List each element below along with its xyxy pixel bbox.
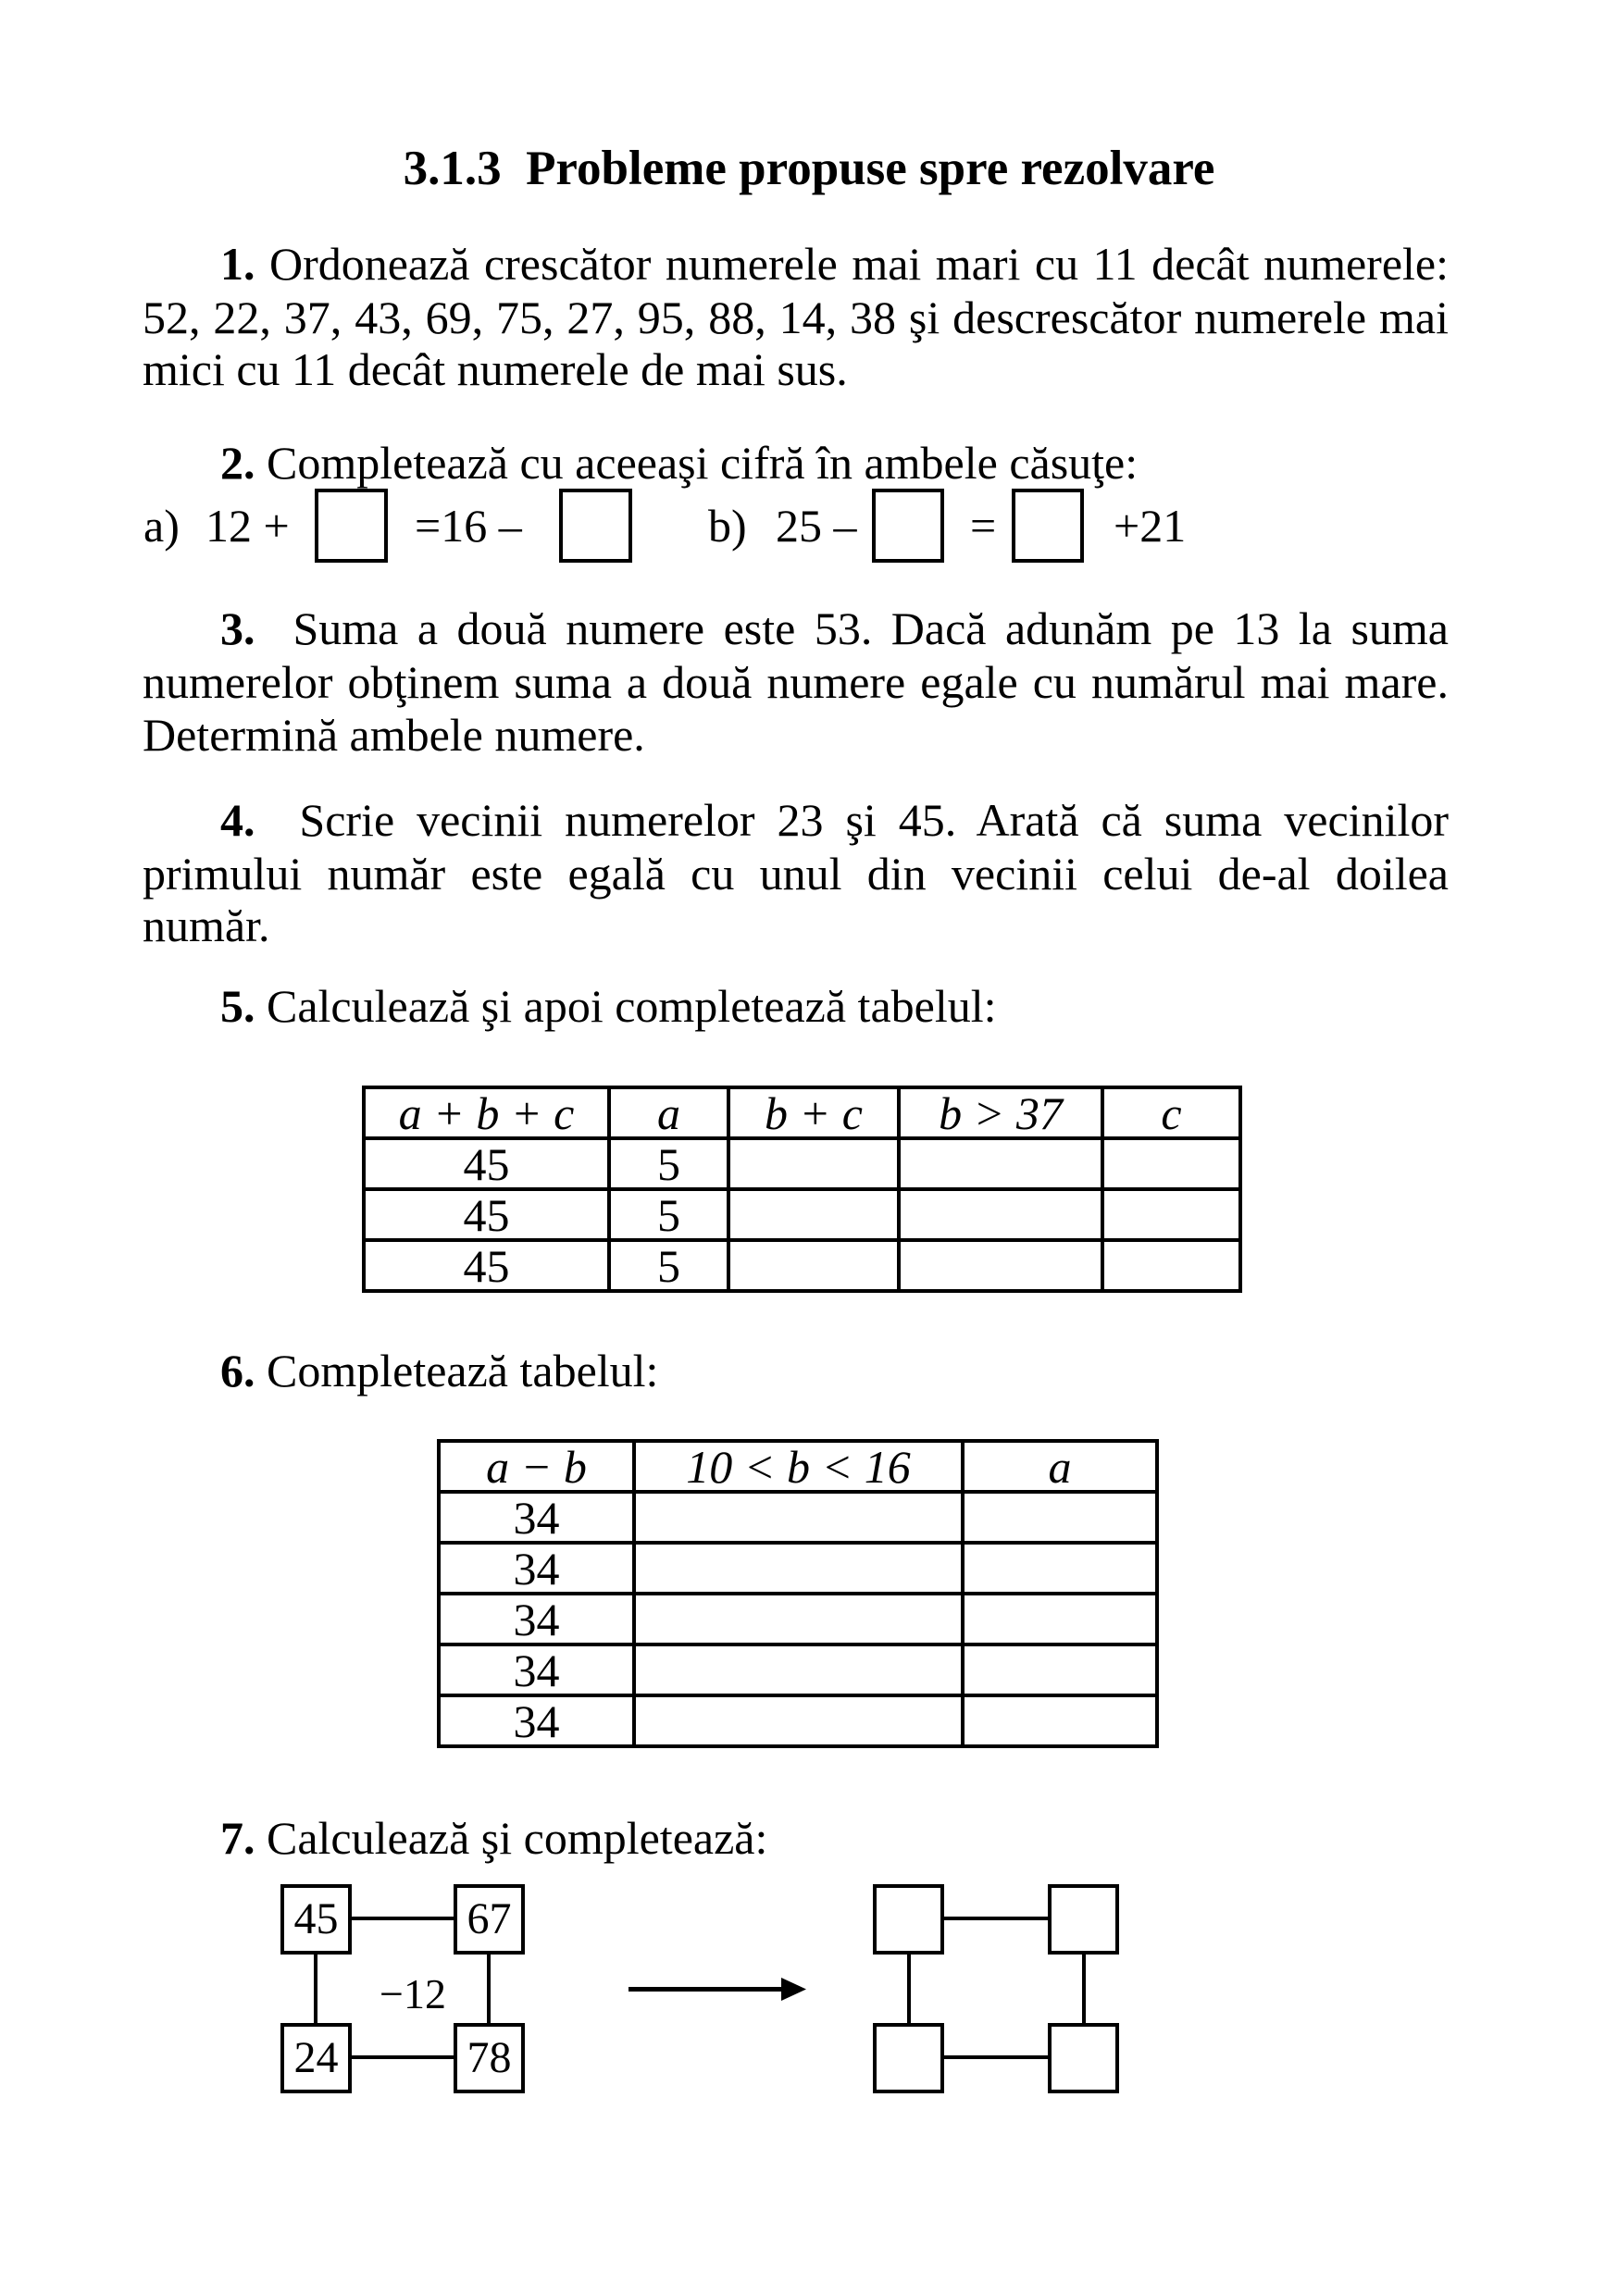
table-row — [439, 1492, 1157, 1543]
problem-4-line-3: număr. — [143, 900, 270, 951]
problem-3-line-2: numerelor obţinem suma a două numere egale cu numărul mai mare. — [143, 656, 1449, 708]
table-cell-empty[interactable] — [899, 1189, 1102, 1240]
table-row — [364, 1240, 1240, 1291]
connector-left — [314, 1953, 317, 2025]
connector-right — [1082, 1953, 1086, 2025]
equation-b-middle: = — [970, 500, 997, 552]
section-title: 3.1.3 Probleme propuse spre rezolvare — [403, 142, 1215, 195]
problem-4-line-2: primului număr este egală cu unul din vecinii celui de-al doilea — [143, 848, 1449, 900]
header-cell: a — [963, 1441, 1157, 1492]
connector-bottom — [942, 2055, 1050, 2059]
answer-cell-bottom-right[interactable] — [1048, 2023, 1119, 2093]
table-cell-empty[interactable] — [963, 1695, 1157, 1746]
table-row — [364, 1138, 1240, 1189]
table-cell-empty[interactable] — [1102, 1240, 1240, 1291]
table-cell: 45 — [364, 1138, 609, 1189]
table-header-row — [364, 1087, 1240, 1138]
table-cell-empty[interactable] — [634, 1543, 963, 1594]
table-cell-empty[interactable] — [899, 1240, 1102, 1291]
table-row — [439, 1644, 1157, 1695]
problem-7-line-1: 7. Calculează şi completează: — [220, 1812, 768, 1864]
table-cell: 5 — [609, 1189, 728, 1240]
problem-number: 6. — [220, 1345, 255, 1396]
cell-top-right: 67 — [454, 1884, 525, 1955]
table-cell-empty[interactable] — [963, 1492, 1157, 1543]
problem-4-line-1: 4. Scrie vecinii numerelor 23 şi 45. Arată că suma vecinilor — [220, 794, 1449, 846]
table-cell-empty[interactable] — [963, 1644, 1157, 1695]
problem-3-line-3: Determină ambele numere. — [143, 709, 645, 761]
table-row — [364, 1189, 1240, 1240]
table-cell-empty[interactable] — [634, 1594, 963, 1644]
answer-box-b1[interactable] — [872, 489, 944, 563]
header-cell: b + c — [728, 1087, 899, 1138]
answer-cell-top-right[interactable] — [1048, 1884, 1119, 1955]
table-cell-empty[interactable] — [728, 1138, 899, 1189]
cell-top-left: 45 — [280, 1884, 352, 1955]
problem-1-line-1: 1. Ordonează crescător numerele mai mari cu 11 decât numerele: — [220, 238, 1449, 290]
answer-box-a1[interactable] — [315, 489, 388, 563]
arrow-right-icon — [626, 1971, 811, 2008]
table-cell-empty[interactable] — [1102, 1189, 1240, 1240]
connector-left — [907, 1953, 911, 2025]
problem-number: 3. — [220, 602, 255, 654]
equation-a-middle: =16 – — [415, 500, 522, 552]
problem-1-line-2: 52, 22, 37, 43, 69, 75, 27, 95, 88, 14, 38 şi descrescător numerele mai — [143, 292, 1449, 343]
header-cell: a − b — [439, 1441, 634, 1492]
table-cell-empty[interactable] — [634, 1695, 963, 1746]
table-cell-empty[interactable] — [728, 1240, 899, 1291]
table-cell: 34 — [439, 1644, 634, 1695]
operation-label: −12 — [380, 1970, 446, 2017]
problem-1-line-3: mici cu 11 decât numerele de mai sus. — [143, 343, 848, 395]
problem-number: 1. — [220, 238, 255, 290]
equation-a-left: 12 + — [205, 500, 290, 552]
table-cell: 45 — [364, 1189, 609, 1240]
equation-b-left: 25 – — [776, 500, 857, 552]
problem-2-line-1: 2. Completează cu aceeaşi cifră în ambele căsuţe: — [220, 437, 1139, 489]
cell-bottom-left: 24 — [280, 2023, 352, 2093]
table-cell-empty[interactable] — [634, 1644, 963, 1695]
equation-a-label: a) — [143, 500, 180, 552]
table-cell: 34 — [439, 1695, 634, 1746]
table-row — [439, 1695, 1157, 1746]
connector-bottom — [350, 2055, 455, 2059]
header-cell: c — [1102, 1087, 1240, 1138]
table-cell-empty[interactable] — [634, 1492, 963, 1543]
table-cell-empty[interactable] — [1102, 1138, 1240, 1189]
problem-number: 4. — [220, 794, 255, 846]
table-cell: 45 — [364, 1240, 609, 1291]
table-cell: 34 — [439, 1492, 634, 1543]
answer-cell-bottom-left[interactable] — [873, 2023, 944, 2093]
problem-5-line-1: 5. Calculează şi apoi completează tabelul: — [220, 980, 997, 1032]
cell-bottom-right: 78 — [454, 2023, 525, 2093]
header-cell: a + b + c — [364, 1087, 609, 1138]
table-cell: 5 — [609, 1138, 728, 1189]
header-cell: a — [609, 1087, 728, 1138]
table-header-row — [439, 1441, 1157, 1492]
connector-top — [942, 1917, 1050, 1920]
connector-right — [487, 1953, 491, 2025]
table-6 — [437, 1439, 1159, 1748]
table-cell: 5 — [609, 1240, 728, 1291]
table-cell: 34 — [439, 1543, 634, 1594]
header-cell: b > 37 — [899, 1087, 1102, 1138]
table-row — [439, 1594, 1157, 1644]
table-cell-empty[interactable] — [728, 1189, 899, 1240]
problem-3-line-1: 3. Suma a două numere este 53. Dacă adunăm pe 13 la suma — [220, 602, 1450, 654]
problem-number: 5. — [220, 980, 255, 1032]
table-row — [439, 1543, 1157, 1594]
table-5 — [362, 1086, 1242, 1293]
problem-6-line-1: 6. Completează tabelul: — [220, 1345, 659, 1396]
equation-b-right: +21 — [1114, 500, 1187, 552]
table-cell: 34 — [439, 1594, 634, 1644]
equation-b-label: b) — [708, 500, 747, 552]
table-cell-empty[interactable] — [963, 1543, 1157, 1594]
answer-cell-top-left[interactable] — [873, 1884, 944, 1955]
table-cell-empty[interactable] — [963, 1594, 1157, 1644]
answer-box-a2[interactable] — [559, 489, 632, 563]
problem-number: 7. — [220, 1812, 255, 1864]
answer-box-b2[interactable] — [1012, 489, 1084, 563]
problem-number: 2. — [220, 437, 255, 489]
connector-top — [350, 1917, 455, 1920]
table-cell-empty[interactable] — [899, 1138, 1102, 1189]
header-cell: 10 < b < 16 — [634, 1441, 963, 1492]
